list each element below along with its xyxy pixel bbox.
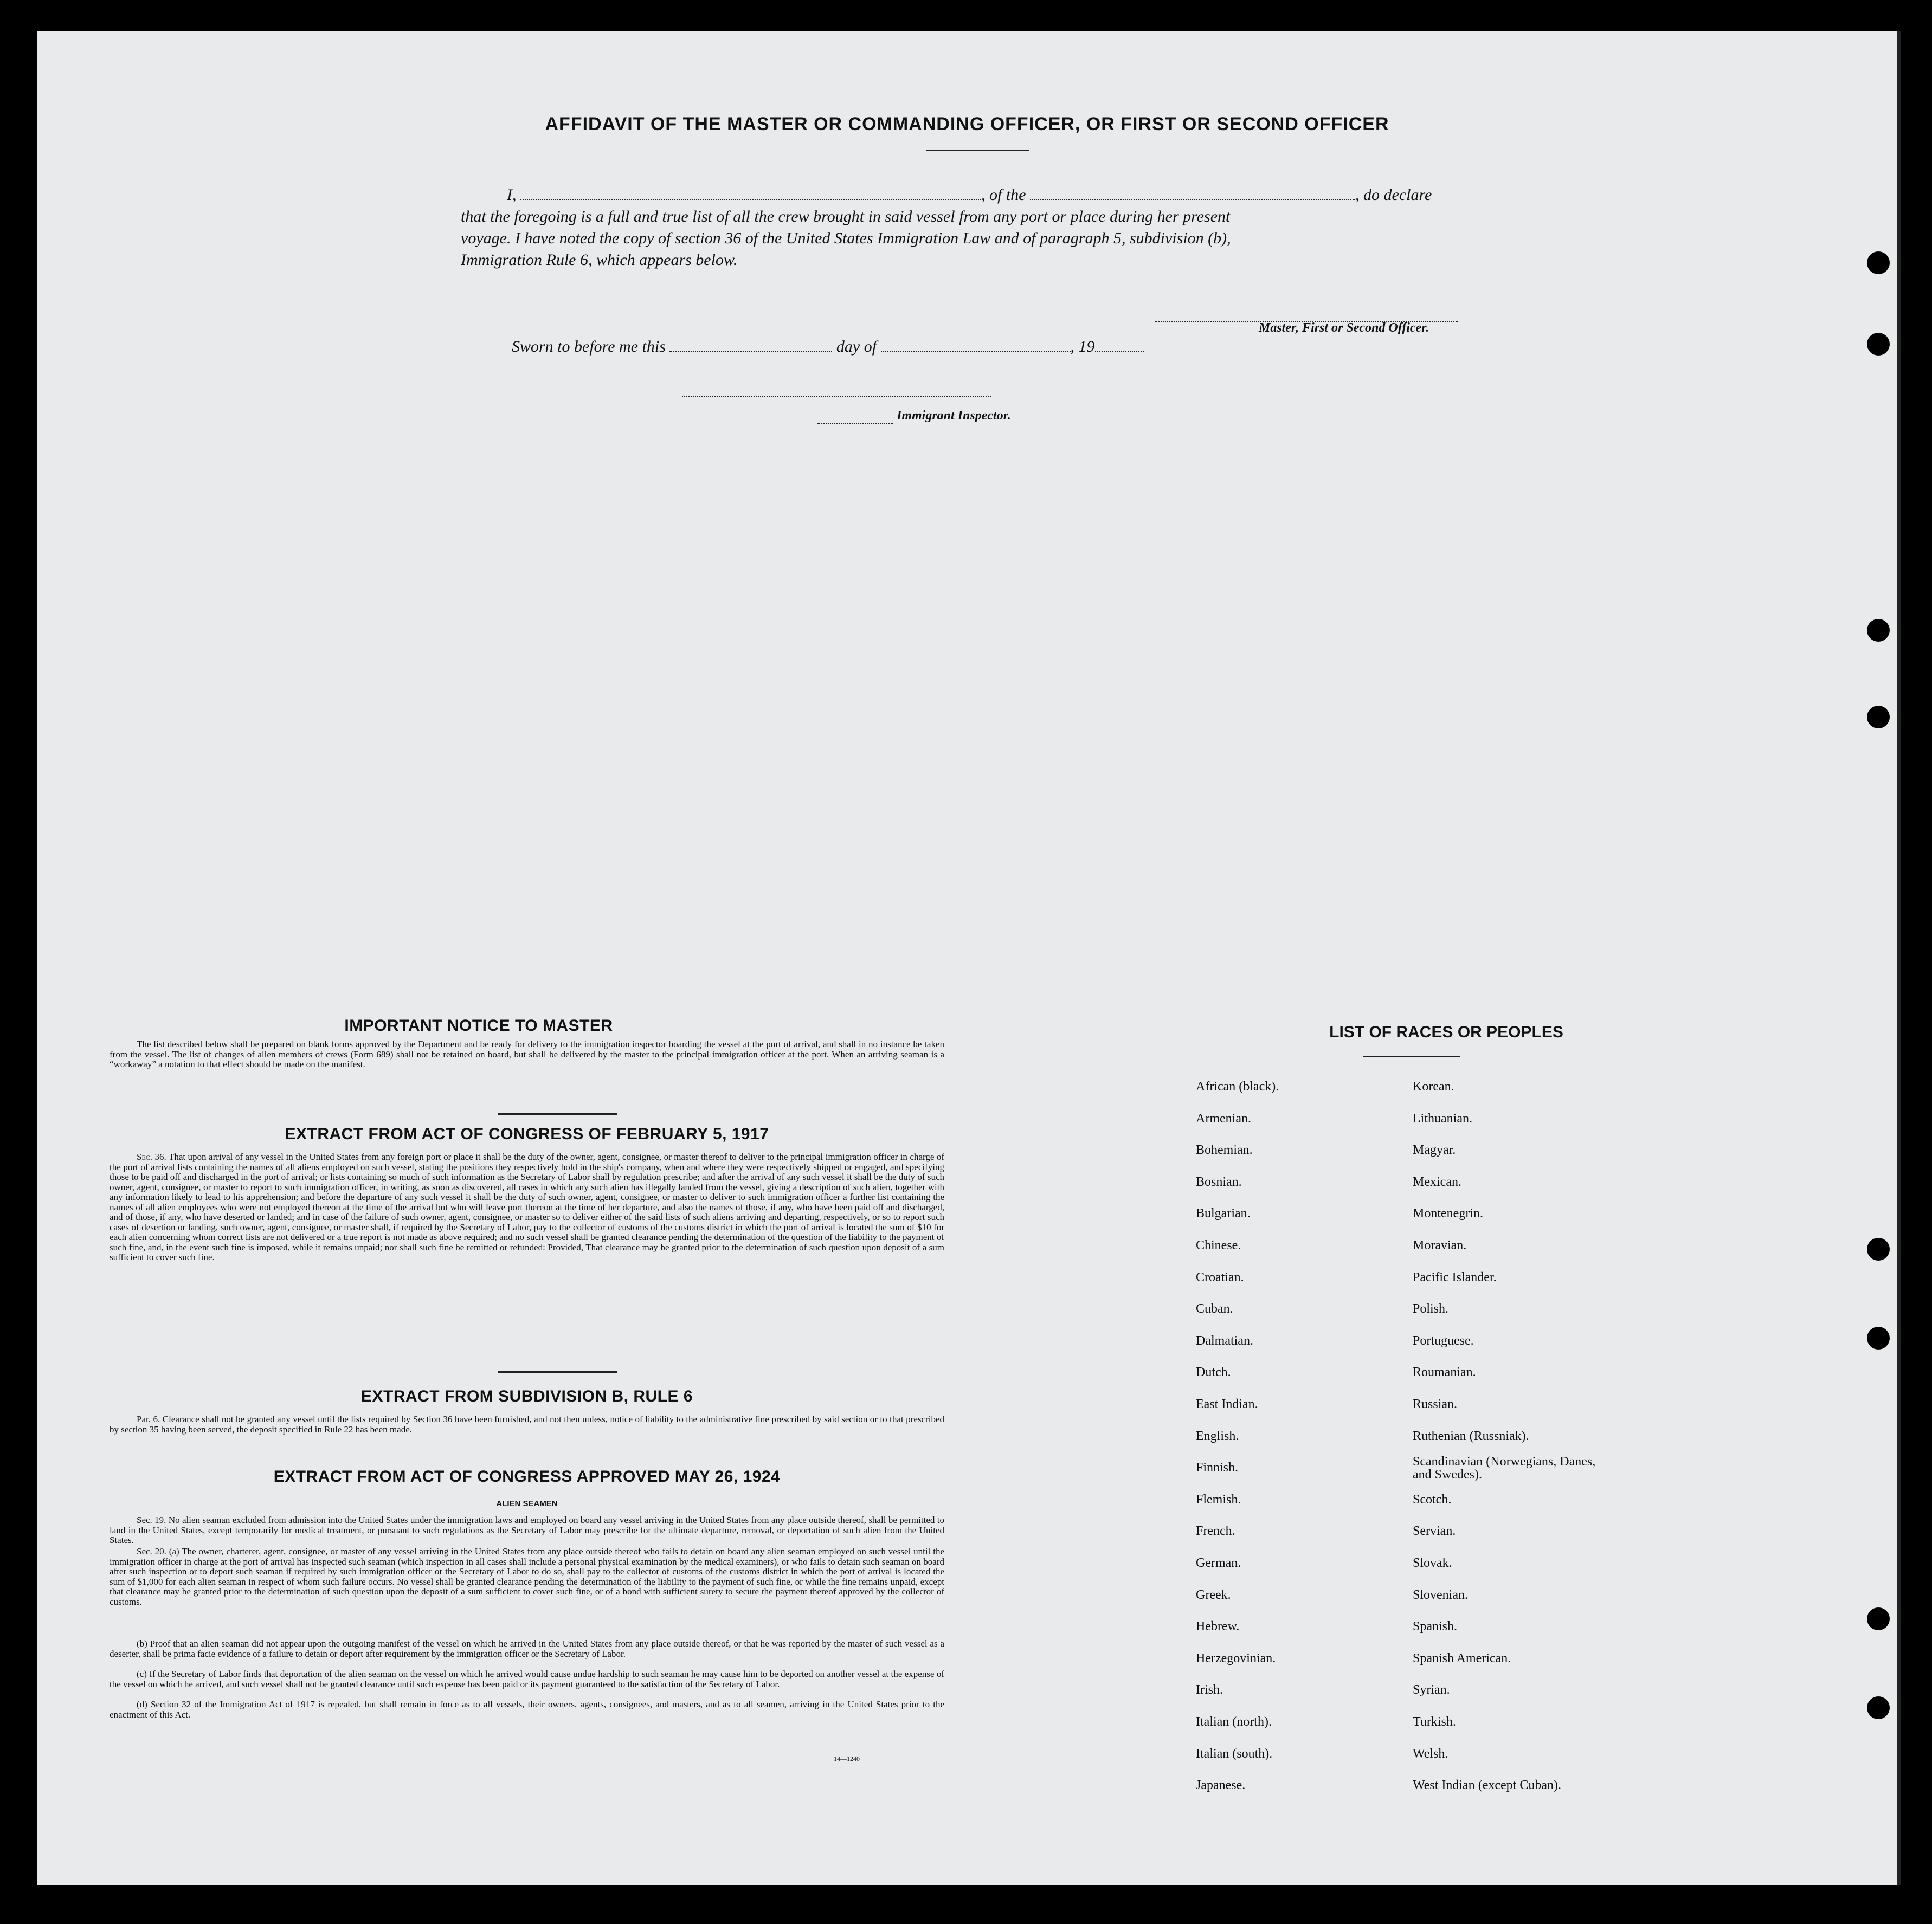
race-item: Bohemian. [1196, 1143, 1253, 1158]
race-item: Russian. [1413, 1397, 1458, 1411]
race-item: East Indian. [1196, 1397, 1258, 1411]
race-item: Flemish. [1196, 1492, 1241, 1507]
race-item: Dalmatian. [1196, 1333, 1253, 1348]
race-item: Ruthenian (Russniak). [1413, 1429, 1529, 1443]
race-item: Slovak. [1413, 1556, 1452, 1570]
punch-hole [1867, 1607, 1890, 1630]
race-item: English. [1196, 1429, 1239, 1443]
race-item: Italian (north). [1196, 1715, 1272, 1729]
race-item: Dutch. [1196, 1365, 1231, 1380]
race-item: Japanese. [1196, 1778, 1246, 1793]
sworn-line [512, 336, 1271, 358]
race-item: Roumanian. [1413, 1365, 1476, 1380]
race-item: Lithuanian. [1413, 1111, 1472, 1126]
inspector-dots [817, 423, 893, 424]
notice-rule [498, 1113, 617, 1115]
affidavit-title: AFFIDAVIT OF THE MASTER OR COMMANDING OFFICER, OR FIRST OR SECOND OFFICER [545, 114, 1389, 134]
affidavit-i: I, [507, 186, 517, 204]
form-sheet [37, 31, 1901, 1885]
extract-1917-rule [498, 1371, 617, 1373]
vessel-field[interactable] [1030, 185, 1355, 200]
year-text: , 19 [1070, 338, 1095, 356]
sworn-text: Sworn to before me this [512, 338, 666, 356]
race-item: Armenian. [1196, 1111, 1251, 1126]
punch-hole [1867, 619, 1890, 642]
race-item: Herzegovinian. [1196, 1651, 1276, 1665]
form-number: 14—1240 [834, 1755, 860, 1762]
alien-seamen-subtitle: ALIEN SEAMEN [496, 1499, 558, 1508]
affidavit-line-3: voyage. I have noted the copy of section 36 of the United States Immigration Law and of paragraph 5, subdivision (b), [461, 229, 1231, 247]
race-item: West Indian (except Cuban). [1413, 1778, 1561, 1793]
race-item: Italian (south). [1196, 1746, 1273, 1761]
notice-title: IMPORTANT NOTICE TO MASTER [344, 1017, 613, 1035]
race-item: Servian. [1413, 1524, 1456, 1539]
race-item: Turkish. [1413, 1715, 1456, 1729]
race-item: Bulgarian. [1196, 1206, 1251, 1221]
affidavit-do-declare: , do declare [1355, 186, 1432, 204]
title-rule [926, 150, 1029, 151]
race-item: Polish. [1413, 1302, 1449, 1316]
punch-hole [1867, 1696, 1890, 1719]
race-item: Scandinavian (Norwegians, Danes, and Swedes). [1413, 1455, 1596, 1482]
punch-hole [1867, 706, 1890, 728]
race-item: German. [1196, 1556, 1241, 1570]
punch-hole [1867, 1327, 1890, 1350]
race-item: Hebrew. [1196, 1619, 1240, 1634]
extract-rule6-title: EXTRACT FROM SUBDIVISION B, RULE 6 [360, 1387, 693, 1405]
punch-hole [1867, 333, 1890, 356]
punch-hole [1867, 251, 1890, 274]
affidavit-line-4: Immigration Rule 6, which appears below. [461, 251, 738, 269]
day-of-text: day of [836, 338, 877, 356]
race-item: Montenegrin. [1413, 1206, 1483, 1221]
race-item: Irish. [1196, 1683, 1223, 1697]
races-title: LIST OF RACES OR PEOPLES [1329, 1023, 1563, 1041]
races-rule [1363, 1056, 1460, 1057]
extract-1917-text [110, 1152, 944, 1263]
sec-20d-text: (d) Section 32 of the Immigration Act of 1917 is repealed, but shall remain in force as to all vessels, their owners, agents, consignees, and masters, and as to all seamen, arriving in the United States prior to the enactment of this Act. [110, 1699, 944, 1720]
extract-1917-title: EXTRACT FROM ACT OF CONGRESS OF FEBRUARY 5, 1917 [285, 1125, 769, 1143]
race-item: French. [1196, 1524, 1235, 1539]
race-item: Spanish American. [1413, 1651, 1511, 1665]
notice-text: The list described below shall be prepared on blank forms approved by the Department and be ready for delivery to the immigration inspector boarding the vessel at the port of arrival, and shall in no instance be taken from the vessel. The list of changes of alien members of crews (Form 689) shall not be retained on board, but shall be delivered by the master to the principal immigration officer at the port. When an arriving seaman is a “workaway” a notation to that effect should be made on the manifest. [110, 1039, 944, 1069]
race-item: Pacific Islander. [1413, 1270, 1497, 1284]
race-item: Magyar. [1413, 1143, 1456, 1158]
sec-20a-text: Sec. 20. (a) The owner, charterer, agent, consignee, or master of any vessel arriving in the United States from any place outside thereof who fails to detain on board any alien seaman employed on such vessel until the immigration officer in charge at the port of arrival has inspected such seaman (which inspection in all cases shall include a personal physical examination by the medical examiners), or who fails to detain such seaman on board after such inspection or to deport such seaman if required by such immigration officer or the Secretary of Labor to do so, shall pay to the collector of customs of the customs district in which the port of arrival is located the sum of $1,000 for each alien seaman in respect of whom such failure occurs. No vessel shall be granted clearance pending the determination of the liability to the payment of such fine, or while the fine remains unpaid, except that clearance may be granted prior to the determination of such question upon the deposit of a sum sufficient to cover such fine, or of a bond with sufficient surety to secure the payment thereof approved by the collector of customs. [110, 1546, 944, 1607]
sec-36-label: Sec. 36. [137, 1152, 166, 1162]
affidavit-of-the: , of the [981, 186, 1026, 204]
race-item: Croatian. [1196, 1270, 1244, 1284]
race-item: African (black). [1196, 1080, 1279, 1094]
affidavit-line-2: that the foregoing is a full and true list of all the crew brought in said vessel from any port or place during her present [461, 208, 1231, 225]
sec-36-text: That upon arrival of any vessel in the United States from any foreign port or place it shall be the duty of the owner, agent, consignee, or master thereof to deliver to the principal immigration officer in charge of the port of arrival lists containing the names of all aliens employed on such vessel, stating the positions they respectively hold in the ship's company, when and where they were respectively shipped or engaged, and specifying those to be paid off and discharged in the port of arrival; or lists containing so much of such information as the Secretary of Labor shall by regulation prescribe; and after the arrival of any such vessel it shall be the duty of such owner, agent, consignee, or master to report to such immigration officer, in writing, as soon as discovered, all cases in which any such alien has illegally landed from the vessel, giving a description of such alien, together with any information likely to lead to his apprehension; and before the departure of any such vessel it shall be the duty of such owner, agent, consignee, or master to deliver to such immigration officer a further list containing the names of all alien employees who were not employed thereon at the time of the arrival but who will leave port thereon at the time of her departure, and also the names of those, if any, who have been paid off and discharged, and of those, if any, who have deserted or landed; and in case of the failure of such owner, agent, consignee, or master so to deliver either of the said lists of such aliens arriving and departing, respectively, or so to report such cases of desertion or landing, such owner, agent, consignee, or master shall, if required by the Secretary of Labor, pay to the collector of customs of the customs district in which the port of arrival is located the sum of $10 for each alien concerning whom correct lists are not delivered or a true report is not made as above required; and no such vessel shall be granted clearance pending the determination of the question of the liability to the payment of such fine, and, in the event such fine is imposed, while it remains unpaid; nor shall such fine be remitted or refunded: Provided, That clearance may be granted prior to the determination of such question upon deposit of a sum sufficient to cover such fine. [110, 1152, 945, 1262]
race-item: Greek. [1196, 1587, 1231, 1602]
punch-hole [1867, 1238, 1890, 1261]
race-item: Mexican. [1413, 1174, 1461, 1189]
race-item: Scotch. [1413, 1492, 1452, 1507]
year-field[interactable] [1095, 337, 1144, 352]
race-item: Spanish. [1413, 1619, 1458, 1634]
sec-19-text: Sec. 19. No alien seaman excluded from admission into the United States under the immigration laws and employed on board any vessel arriving in the United States from any place outside thereof, shall be permitted to land in the United States, except temporarily for medical treatment, or pursuant to such regulations as the Secretary of Labor may prescribe for the ultimate departure, removal, or deportation of such alien from the United States. [110, 1515, 944, 1545]
sec-20c-text: (c) If the Secretary of Labor finds that deportation of the alien seaman on the vessel on which he arrived would cause undue hardship to such seaman he may cause him to be deported on another vessel at the expense of the vessel on which he arrived, and such vessel shall not be granted clearance until such expense has been paid or its payment guaranteed to the satisfaction of the Secretary of Labor. [110, 1669, 944, 1689]
sec-20b-text: (b) Proof that an alien seaman did not appear upon the outgoing manifest of the vessel on which he arrived in the United States from any place outside thereof, or that he was reported by the master of such vessel as a deserter, shall be prima facie evidence of a failure to detain or deport after requirement by the immigration officer or the Secretary of Labor. [110, 1638, 944, 1659]
day-field[interactable] [669, 337, 832, 352]
extract-rule6-text: Par. 6. Clearance shall not be granted any vessel until the lists required by Section 36 have been furnished, and not then unless, notice of liability to the administrative fine prescribed by said section or to that prescribed by section 35 having been served, the deposit specified in Rule 22 has been made. [110, 1414, 944, 1435]
inspector-label: Immigrant Inspector. [897, 409, 1011, 423]
race-item: Slovenian. [1413, 1587, 1468, 1602]
race-item: Syrian. [1413, 1683, 1450, 1697]
race-item: Chinese. [1196, 1238, 1241, 1252]
master-label: Master, First or Second Officer. [1259, 321, 1429, 335]
inspector-signature-field[interactable] [682, 396, 991, 397]
race-item: Moravian. [1413, 1238, 1467, 1252]
race-item: Cuban. [1196, 1302, 1233, 1316]
race-item: Bosnian. [1196, 1174, 1242, 1189]
name-field[interactable] [520, 185, 981, 200]
extract-1924-title: EXTRACT FROM ACT OF CONGRESS APPROVED MAY 26, 1924 [273, 1468, 781, 1486]
race-item: Korean. [1413, 1080, 1454, 1094]
month-field[interactable] [881, 337, 1071, 352]
race-item: Welsh. [1413, 1746, 1448, 1761]
affidavit-line-1 [461, 184, 1550, 206]
race-item: Finnish. [1196, 1461, 1239, 1475]
race-item: Portuguese. [1413, 1333, 1474, 1348]
